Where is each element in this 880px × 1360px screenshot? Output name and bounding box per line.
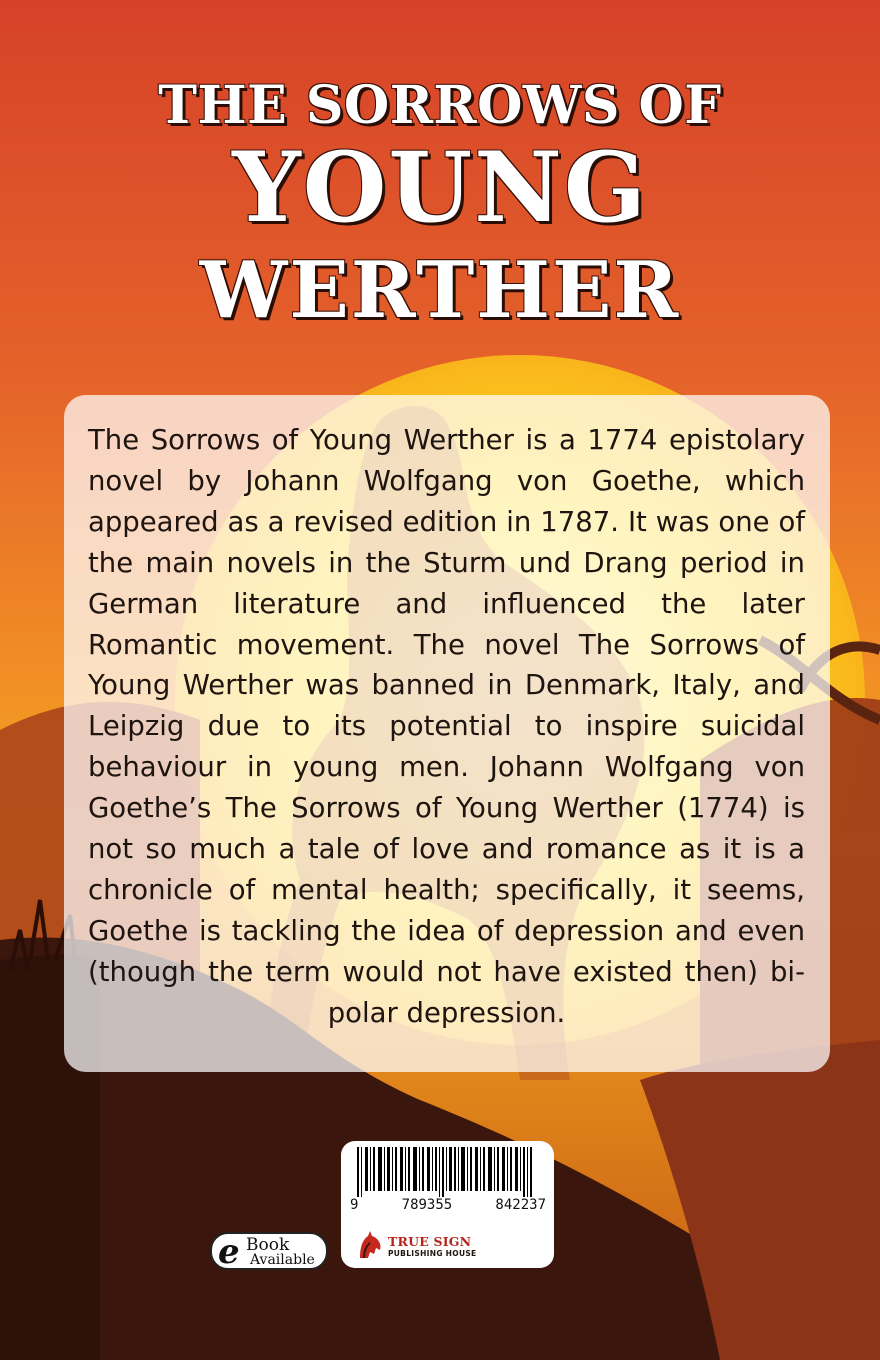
ebook-label-book: Book (246, 1235, 290, 1255)
title-line-1: THE SORROWS OF (158, 75, 722, 136)
isbn-group-1: 789355 (401, 1197, 453, 1213)
publisher-subtitle: PUBLISHING HOUSE (388, 1249, 477, 1258)
book-blurb: The Sorrows of Young Werther is a 1774 epistolary novel by Johann Wolfgang von Goethe, which appeared as a revised edition in 1787. It was one of the main novels in the Sturm und Drang period in German literature and influenced the later Romantic movement. The novel The Sorrows of Young Werther was banned in Denmark, Italy, and Leipzig due to its potential to inspire suicidal behaviour in young men. Johann Wolfgang von Goethe’s The Sorrows of Young Werther (1774) is not so much a tale of love and romance as it is a chronicle of mental health; specifically, it seems, Goethe is tackling the idea of depression and even (though the term would not have existed then) bi-polar depression. (88, 424, 805, 1029)
title-line-3: WERTHER (199, 245, 681, 336)
publisher-logo (356, 1230, 546, 1262)
isbn-prefix: 9 (350, 1197, 359, 1213)
horse-head-icon (356, 1230, 384, 1260)
barcode-icon (357, 1147, 537, 1197)
title-line-2: YOUNG (232, 131, 648, 244)
publisher-name: TRUE SIGN (388, 1234, 472, 1249)
isbn-number (350, 1197, 546, 1213)
ebook-available-badge (210, 1232, 328, 1270)
ebook-e-icon: e (218, 1232, 240, 1272)
ebook-label-available: Available (250, 1252, 315, 1268)
isbn-group-2: 842237 (495, 1197, 546, 1213)
